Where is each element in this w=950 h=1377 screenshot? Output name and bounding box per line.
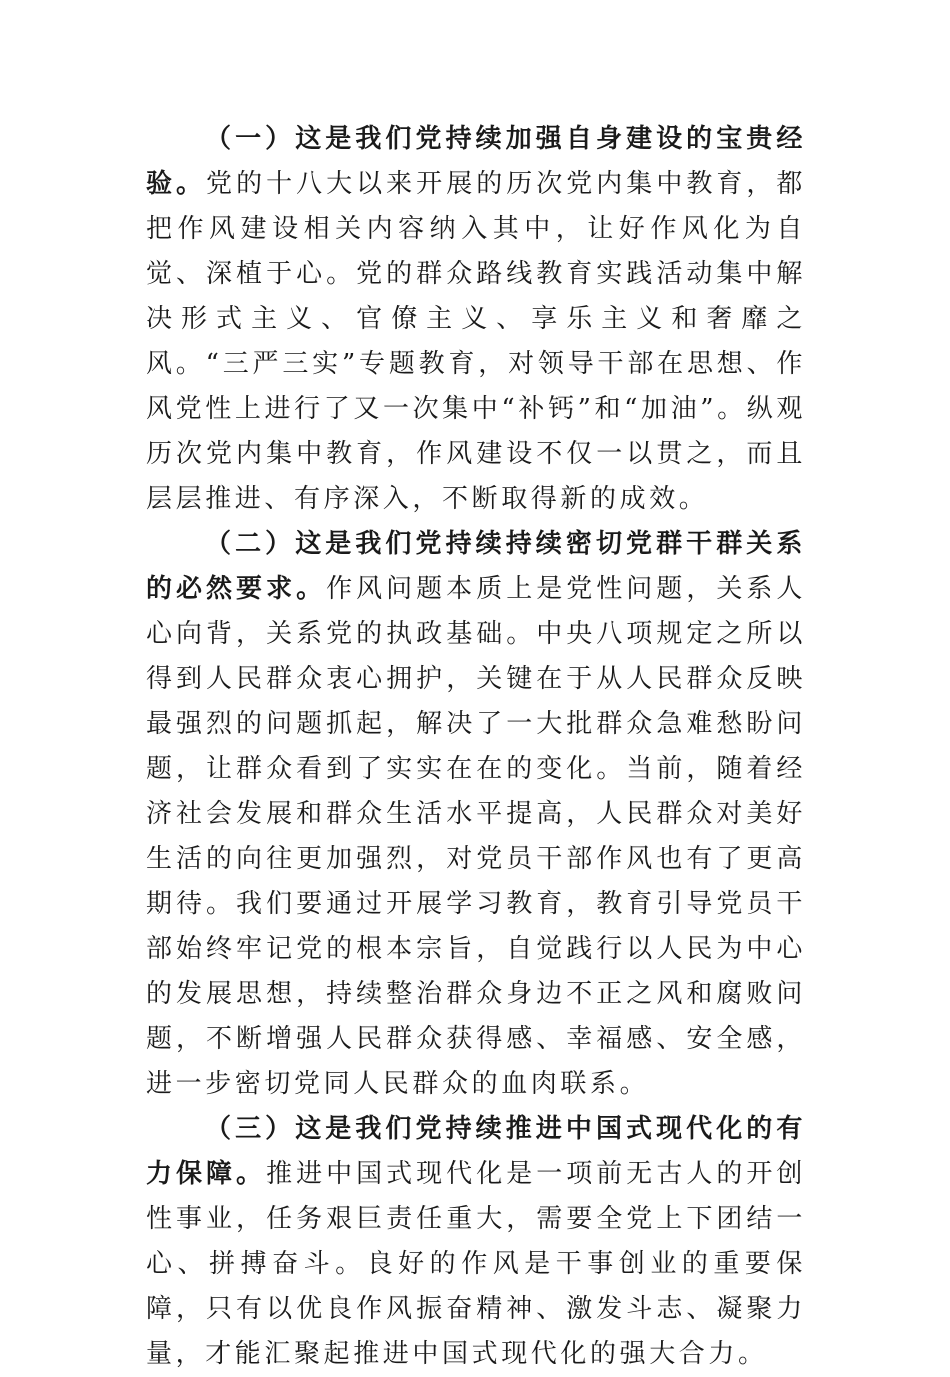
paragraph-2-text: 作风问题本质上是党性问题，关系人心向背，关系党的执政基础。中央八项规定之所以得到人民群众衷心拥护，关键在于从人民群众反映最强烈的问题抓起，解决了一大批群众急难愁盼问题，让群众看到了实实在在的变化。当前，随着经济社会发展和群众生活水平提高，人民群众对美好生活的向往更加强烈，对党员干部作风也有了更高期待。我们要通过开展学习教育，教育引导党员干部始终牢记党的根本宗旨，自觉践行以人民为中心的发展思想，持续整治群众身边不正之风和腐败问题，不断增强人民群众获得感、幸福感、安全感，进一步密切党同人民群众的血肉联系。 — [146, 574, 806, 1099]
paragraph-3-heading: （三）这是我们党持续推进中国式现代化的有力保障。 — [146, 1114, 806, 1189]
paragraph-1-text: 党的十八大以来开展的历次党内集中教育，都把作风建设相关内容纳入其中，让好作风化为自觉、深植于心。党的群众路线教育实践活动集中解决形式主义、官僚主义、享乐主义和奢靡之风。“三严三实”专题教育，对领导干部在思想、作风党性上进行了又一次集中“补钙”和“加油”。纵观历次党内集中教育，作风建设不仅一以贯之，而且层层推进、有序深入，不断取得新的成效。 — [146, 169, 806, 514]
paragraph-2-heading: （二）这是我们党持续持续密切党群干群关系的必然要求。 — [146, 529, 806, 604]
document-body — [146, 117, 806, 1377]
paragraph-3-text: 推进中国式现代化是一项前无古人的开创性事业，任务艰巨责任重大，需要全党上下团结一心、拼搏奋斗。良好的作风是干事创业的重要保障，只有以优良作风振奋精神、激发斗志、凝聚力量，才能汇聚起推进中国式现代化的强大合力。 — [146, 1159, 806, 1369]
paragraph-3 — [146, 1107, 806, 1377]
paragraph-1-heading: （一）这是我们党持续加强自身建设的宝贵经验。 — [146, 124, 806, 199]
paragraph-1 — [146, 117, 806, 522]
paragraph-2 — [146, 522, 806, 1107]
